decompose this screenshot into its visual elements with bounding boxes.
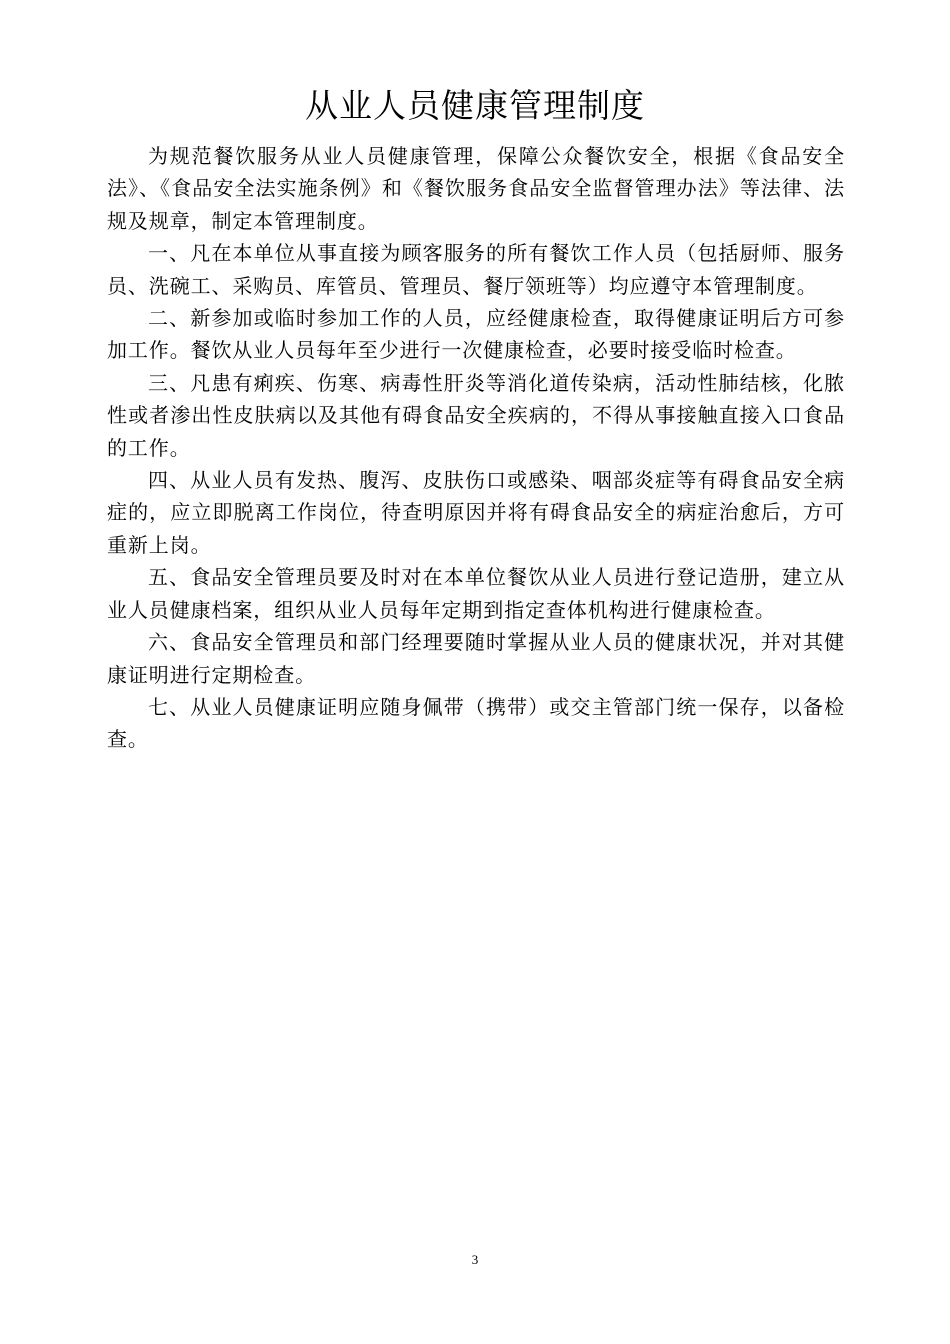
rule-paragraph-5: 五、食品安全管理员要及时对在本单位餐饮从业人员进行登记造册，建立从业人员健康档案，组织从业人员每年定期到指定查体机构进行健康检查。 [107,565,845,622]
rule-paragraph-2: 二、新参加或临时参加工作的人员，应经健康检查，取得健康证明后方可参加工作。餐饮从业人员每年至少进行一次健康检查，必要时接受临时检查。 [107,306,845,363]
rule-paragraph-6: 六、食品安全管理员和部门经理要随时掌握从业人员的健康状况，并对其健康证明进行定期检查。 [107,630,845,687]
document-body [107,140,845,756]
document-title: 从业人员健康管理制度 [305,86,645,125]
rule-paragraph-4: 四、从业人员有发热、腹泻、皮肤伤口或感染、咽部炎症等有碍食品安全病症的，应立即脱离工作岗位，待查明原因并将有碍食品安全的病症治愈后，方可重新上岗。 [107,468,845,557]
page-number: 3 [471,1252,479,1267]
rule-paragraph-7: 七、从业人员健康证明应随身佩带（携带）或交主管部门统一保存，以备检查。 [107,694,845,752]
rule-paragraph-1: 一、凡在本单位从事直接为顾客服务的所有餐饮工作人员（包括厨师、服务员、洗碗工、采购员、库管员、管理员、餐厅领班等）均应遵守本管理制度。 [107,241,845,298]
rule-paragraph-3: 三、凡患有痢疾、伤寒、病毒性肝炎等消化道传染病，活动性肺结核，化脓性或者渗出性皮肤病以及其他有碍食品安全疾病的，不得从事接触直接入口食品的工作。 [107,370,845,460]
intro-paragraph: 为规范餐饮服务从业人员健康管理，保障公众餐饮安全，根据《食品安全法》、《食品安全法实施条例》和《餐饮服务食品安全监督管理办法》等法律、法规及规章，制定本管理制度。 [107,144,845,233]
